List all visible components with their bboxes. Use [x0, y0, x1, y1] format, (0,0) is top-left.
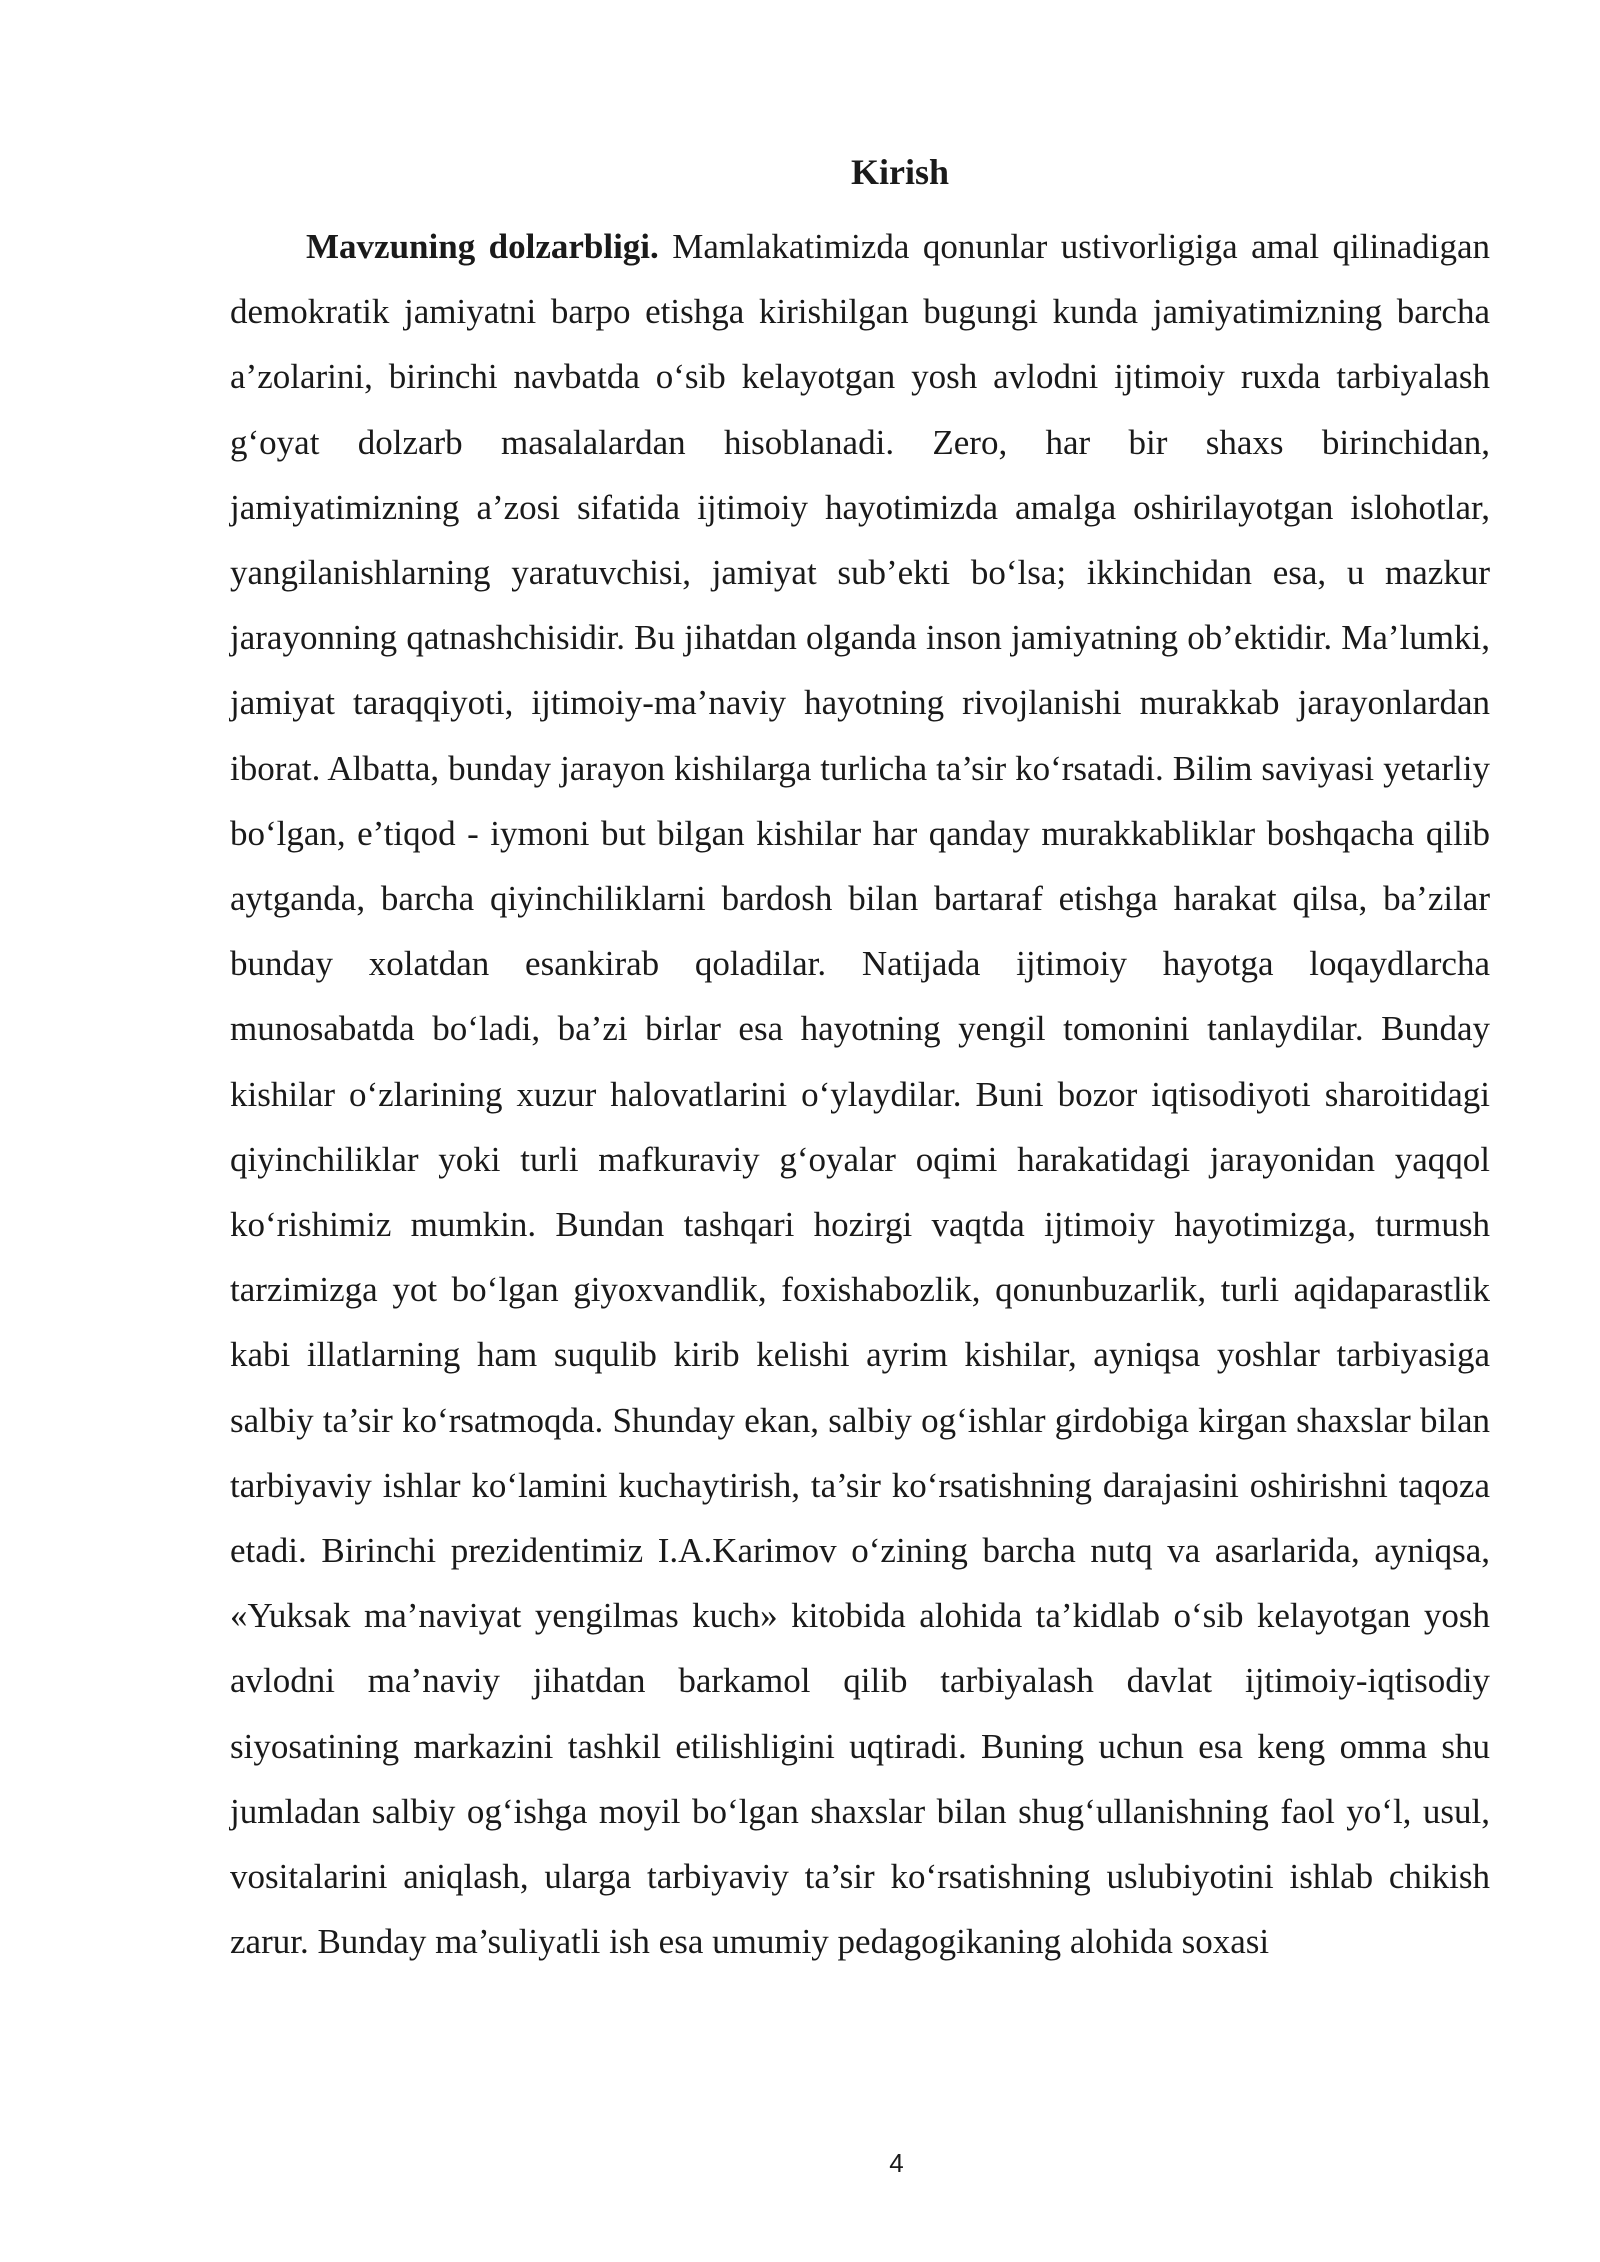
paragraph: [230, 214, 1490, 1974]
section-heading: Kirish: [850, 152, 949, 192]
paragraph-text: Mamlakatimizda qonunlar ustivorligiga amal qilinadigan demokratik jamiyatni barpo etishga kirishilgan bugungi kunda jamiyatimizning barcha a’zolarini, birinchi navbatda o‘sib kelayotgan yosh avlodni ijtimoiy ruxda tarbiyalash g‘oyat dolzarb masalalardan hisoblanadi. Zero, har bir shaxs birinchidan, jamiyatimizning a’zosi sifatida ijtimoiy hayotimizda amalga oshirilayotgan islohotlar, yangilanishlarning yaratuvchisi, jamiyat sub’ekti bo‘lsa; ikkinchidan esa, u mazkur jarayonning qatnashchisidir. Bu jihatdan olganda inson jamiyatning ob’ektidir. Ma’lumki, jamiyat taraqqiyoti, ijtimoiy-ma’naviy hayotning rivojlanishi murakkab jarayonlardan iborat. Albatta, bunday jarayon kishilarga turlicha ta’sir ko‘rsatadi. Bilim saviyasi yetarliy bo‘lgan, e’tiqod - iymoni but bilgan kishilar har qanday murakkabliklar boshqacha qilib aytganda, barcha qiyinchiliklarni bardosh bilan bartaraf etishga harakat qilsa, ba’zilar bunday xolatdan esankirab qoladilar. Natijada ijtimoiy hayotga loqaydlarcha munosabatda bo‘ladi, ba’zi birlar esa hayotning yengil tomonini tanlaydilar. Bunday kishilar o‘zlarining xuzur halovatlarini o‘ylaydilar. Buni bozor iqtisodiyoti sharoitidagi qiyinchiliklar yoki turli mafkuraviy g‘oyalar oqimi harakatidagi jarayonidan yaqqol ko‘rishimiz mumkin. Bundan tashqari hozirgi vaqtda ijtimoiy hayotimizga, turmush tarzimizga yot bo‘lgan giyoxvandlik, foxishabozlik, qonunbuzarlik, turli aqidaparastlik kabi illatlarning ham suqulib kirib kelishi ayrim kishilar, ayniqsa yoshlar tarbiyasiga salbiy ta’sir ko‘rsatmoqda. Shunday ekan, salbiy og‘ishlar girdobiga kirgan shaxslar bilan tarbiyaviy ishlar ko‘lamini kuchaytirish, ta’sir ko‘rsatishning darajasini oshirishni taqoza etadi. Birinchi prezidentimiz I.A.Karimov o‘zining barcha nutq va asarlarida, ayniqsa, «Yuksak ma’naviyat yengilmas kuch» kitobida alohida ta’kidlab o‘sib kelayotgan yosh avlodni ma’naviy jihatdan barkamol qilib tarbiyalash davlat ijtimoiy-iqtisodiy siyosatining markazini tashkil etilishligini uqtiradi. Buning uchun esa keng omma shu jumladan salbiy og‘ishga moyil bo‘lgan shaxslar bilan shug‘ullanishning faol yo‘l, usul, vositalarini aniqlash, ularga tarbiyaviy ta’sir ko‘rsatishning uslubiyotini ishlab chikish zarur. Bunday ma’suliyatli ish esa umumiy pedagogikaning alohida soxasi: [230, 227, 1491, 1962]
body-text: [230, 214, 1490, 1974]
page-number: 4: [889, 2148, 904, 2178]
paragraph-lead: Mavzuning dolzarbligi.: [306, 227, 659, 266]
